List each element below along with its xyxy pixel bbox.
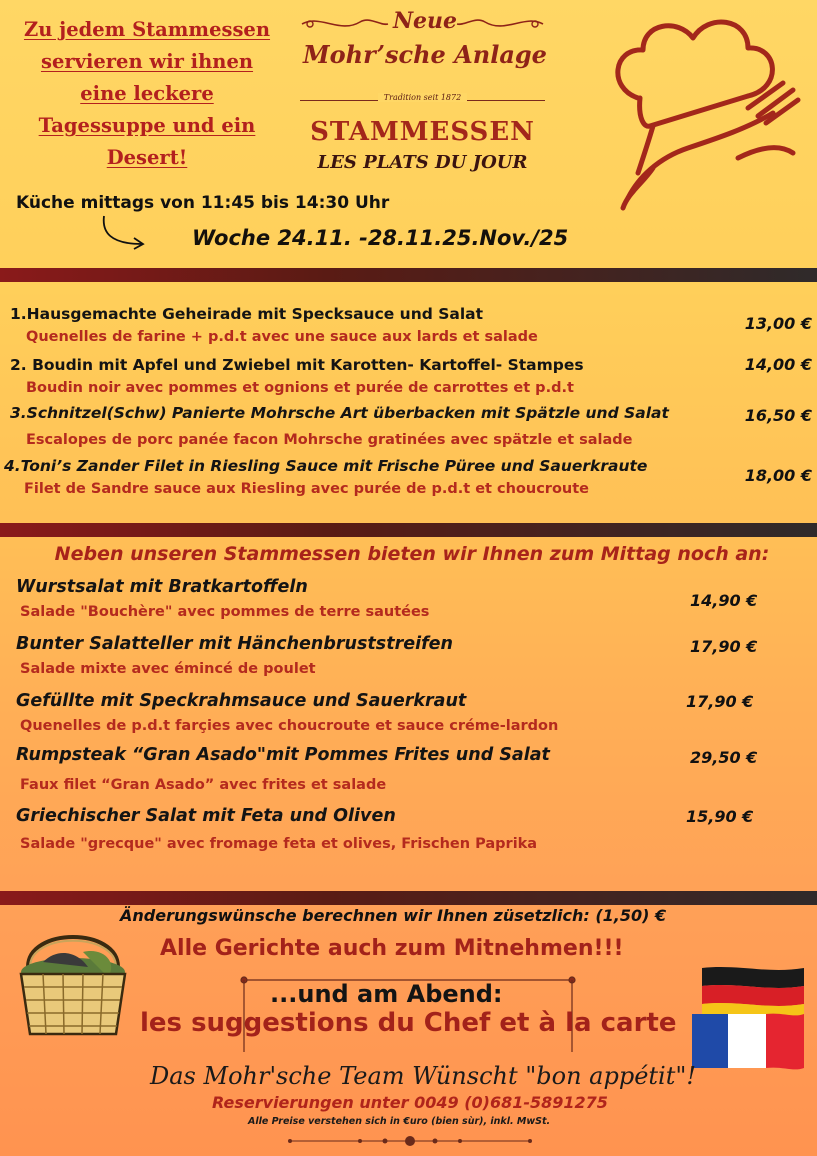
side-price: 14,90 €	[690, 591, 758, 610]
side-translation: Faux filet “Gran Asado” avec frites et salade	[20, 777, 387, 793]
chef-hat-icon	[598, 8, 808, 218]
dish-item	[10, 404, 669, 448]
dish-name: 3.Schnitzel(Schw) Panierte Mohrsche Art überbacken mit Spätzle und Salat	[10, 404, 669, 422]
dish-translation: Boudin noir avec pommes et ognions et purée de carrottes et p.d.t	[26, 380, 574, 396]
dish-item	[4, 457, 648, 497]
section-heading: Neben unseren Stammessen bieten wir Ihnen zum Mittag noch an:	[54, 543, 770, 565]
change-fee-note: Änderungswünsche berechnen wir Ihnen züsetzlich: (1,50) €	[120, 906, 667, 925]
side-translation: Salade "Bouchère" avec pommes de terre sautées	[20, 604, 430, 620]
intro-line: servieren wir ihnen	[40, 50, 254, 73]
dish-translation: Filet de Sandre sauce aux Riesling avec purée de p.d.t et choucroute	[24, 481, 590, 497]
bottom-ornament-icon	[280, 1134, 540, 1148]
french-flag-icon	[688, 1010, 808, 1072]
dish-price: 13,00 €	[744, 314, 812, 333]
side-name: Bunter Salatteller mit Hänchenbruststreifen	[16, 634, 454, 654]
side-item	[16, 577, 429, 620]
side-name: Gefüllte mit Speckrahmsauce und Sauerkraut	[16, 691, 467, 711]
intro-line: Zu jedem Stammessen	[23, 18, 271, 41]
week-label: Woche 24.11. -28.11.25.Nov./25	[192, 226, 569, 250]
side-price: 15,90 €	[686, 807, 754, 826]
evening-suggestions: les suggestions du Chef et à la carte	[140, 1008, 677, 1038]
side-price: 17,90 €	[686, 692, 754, 711]
dish-name: 1.Hausgemachte Geheirade mit Specksauce und Salat	[10, 305, 484, 323]
intro-line: Tagessuppe und ein	[38, 114, 256, 137]
side-item	[16, 634, 453, 677]
side-name: Wurstsalat mit Bratkartoffeln	[16, 577, 308, 597]
evening-heading: ...und am Abend:	[270, 980, 503, 1008]
side-item	[16, 691, 558, 734]
arrow-icon	[100, 214, 150, 250]
side-item	[16, 806, 537, 852]
dish-item	[10, 305, 538, 345]
brand-line-1: Neue	[392, 8, 458, 34]
side-translation: Salade "grecque" avec fromage feta et olives, Frischen Paprika	[20, 836, 538, 852]
dish-item	[10, 356, 584, 396]
basket-icon	[8, 922, 138, 1042]
side-translation: Quenelles de p.d.t farçies avec choucroute et sauce créme-lardon	[20, 718, 559, 734]
brand-name: Mohr’sche Anlage	[303, 40, 547, 69]
divider-bar	[0, 268, 817, 282]
dish-price: 14,00 €	[744, 355, 812, 374]
price-note: Alle Preise verstehen sich in €uro (bien sùr), inkl. MwSt.	[248, 1116, 551, 1127]
side-price: 17,90 €	[690, 637, 758, 656]
page-title: STAMMESSEN	[310, 117, 535, 147]
dish-name: 4.Toni’s Zander Filet in Riesling Sauce mit Frische Püree und Sauerkraute	[4, 457, 648, 475]
dish-translation: Escalopes de porc panée facon Mohrsche gratinées avec spätzle et salade	[26, 432, 633, 448]
takeaway-note: Alle Gerichte auch zum Mitnehmen!!!	[160, 936, 624, 961]
side-name: Rumpsteak “Gran Asado"mit Pommes Frites und Salat	[16, 745, 550, 765]
dish-name: 2. Boudin mit Apfel und Zwiebel mit Karotten- Kartoffel- Stampes	[10, 356, 584, 374]
dish-translation: Quenelles de farine + p.d.t avec une sauce aux lards et salade	[26, 329, 538, 345]
divider-bar	[0, 891, 817, 905]
side-price: 29,50 €	[690, 748, 758, 767]
dish-price: 18,00 €	[744, 466, 812, 485]
side-translation: Salade mixte avec émincé de poulet	[20, 661, 316, 677]
intro-text	[8, 14, 286, 174]
kitchen-hours: Küche mittags von 11:45 bis 14:30 Uhr	[16, 193, 390, 213]
dish-price: 16,50 €	[744, 406, 812, 425]
intro-line: Desert!	[106, 146, 188, 169]
divider-bar	[0, 523, 817, 537]
team-greeting: Das Mohr'sche Team Wünscht "bon appétit"!	[150, 1062, 697, 1090]
side-name: Griechischer Salat mit Feta und Oliven	[16, 806, 396, 826]
page-subtitle: LES PLATS DU JOUR	[317, 152, 528, 173]
side-item	[16, 745, 550, 793]
reservation-phone[interactable]: Reservierungen unter 0049 (0)681-5891275	[212, 1093, 608, 1112]
intro-line: eine leckere	[80, 82, 214, 105]
tradition-label: Tradition seit 1872	[378, 93, 467, 102]
tradition-text	[300, 93, 545, 102]
